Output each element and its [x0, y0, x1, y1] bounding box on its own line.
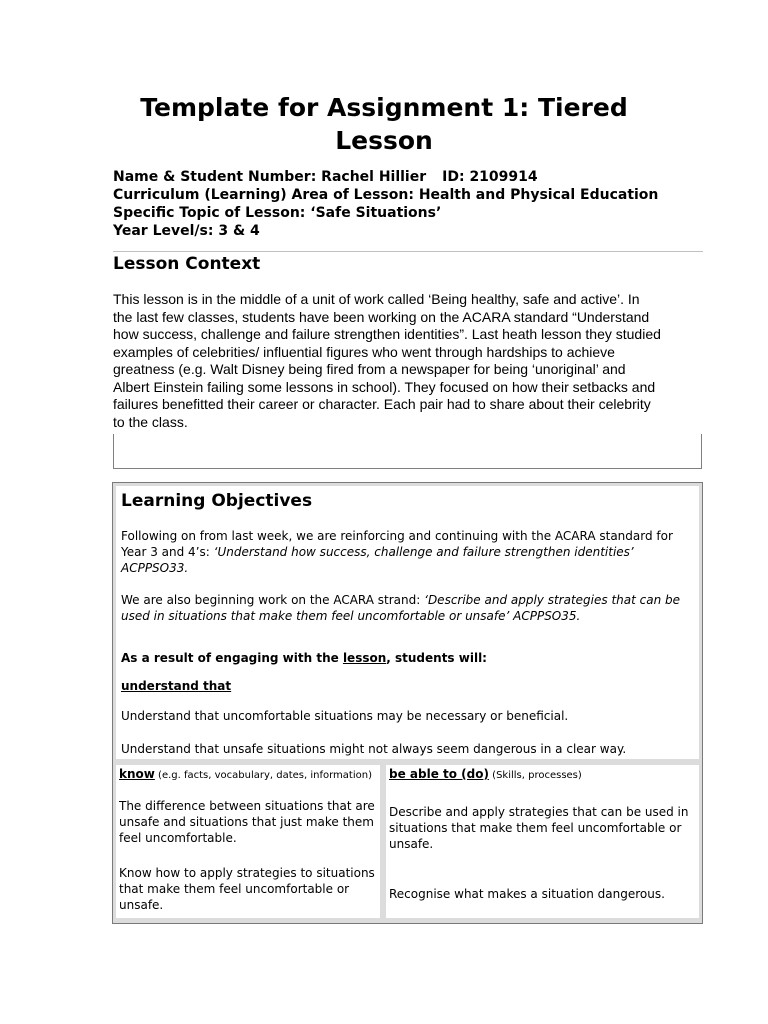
lesson-meta [113, 168, 713, 240]
know-heading [119, 766, 372, 784]
objectives-p2-text: We are also beginning work on the ACARA strand: [121, 593, 425, 607]
learning-objectives-table [112, 482, 703, 924]
objectives-p1-line: Following on from last week, we are reinforcing and continuing with the ACARA standard for [121, 529, 673, 543]
student-id: ID: 2109914 [442, 169, 538, 185]
objectives-p1-line [121, 560, 691, 576]
context-line: This lesson is in the middle of a unit of work called ‘Being healthy, safe and active’. In [113, 291, 640, 307]
know-item-line: unsafe and situations that just make them [119, 815, 374, 829]
objectives-p1-line [121, 544, 691, 560]
objectives-p2-quote: ‘Describe and apply strategies that can be [424, 593, 681, 607]
result-text: As a result of engaging with the [121, 651, 343, 665]
learning-objectives-cell [116, 486, 699, 759]
context-line: Albert Einstein failing some lessons in school). They focused on how their setbacks and [113, 378, 656, 395]
do-item-line: unsafe. [389, 837, 434, 851]
know-item-2 [119, 865, 375, 913]
know-cell [116, 765, 380, 918]
do-item-2: Recognise what makes a situation dangerous. [389, 887, 665, 901]
understand-item-2: Understand that unsafe situations might not always seem dangerous in a clear way. [121, 742, 627, 756]
do-heading [389, 766, 582, 784]
know-item-1 [119, 798, 375, 846]
result-statement [121, 650, 691, 666]
context-line: how success, challenge and failure strengthen identities”. Last heath lesson they studied [113, 326, 661, 342]
document-title [100, 91, 668, 157]
know-item-line: that make them feel uncomfortable or [119, 882, 350, 896]
do-label: be able to (do) [389, 767, 489, 781]
lesson-context-heading: Lesson Context [113, 254, 261, 274]
do-hint: (Skills, processes) [488, 770, 582, 781]
learning-objectives-heading: Learning Objectives [121, 491, 313, 511]
objectives-p1-quote: ‘Understand how success, challenge and failure strengthen identities’ [213, 545, 634, 559]
do-cell [386, 765, 699, 918]
name-line [113, 168, 713, 186]
context-line: greatness (e.g. Walt Disney being fired from a newspaper for being ‘unoriginal’ and [113, 361, 626, 377]
know-item-line: feel uncomfortable. [119, 831, 237, 845]
context-line: the last few classes, students have been working on the ACARA standard “Understand [113, 308, 650, 325]
understand-item-1: Understand that uncomfortable situations may be necessary or beneficial. [121, 709, 569, 723]
know-item-line: Know how to apply strategies to situations [119, 866, 375, 880]
know-label: know [119, 767, 155, 781]
context-line: failures benefitted their career or character. Each pair had to share about their celebrity [113, 396, 651, 412]
title-line-2: Lesson [335, 126, 433, 155]
curriculum-line: Curriculum (Learning) Area of Lesson: Health and Physical Education [113, 187, 659, 203]
know-hint: (e.g. facts, vocabulary, dates, information) [154, 770, 372, 781]
context-line: to the class. [113, 413, 188, 430]
objectives-paragraph-2 [121, 592, 691, 624]
objectives-p2-line [121, 592, 691, 608]
context-line: examples of celebrities/ influential figures who went through hardships to achieve [113, 343, 615, 360]
know-item-line: The difference between situations that are [119, 799, 375, 813]
topic-line: Specific Topic of Lesson: ‘Safe Situations’ [113, 205, 442, 221]
objectives-p2-line [121, 608, 691, 624]
student-name: Name & Student Number: Rachel Hillier [113, 169, 427, 185]
lesson-context-text [113, 291, 709, 431]
objectives-p1-code: ACPPSO33. [121, 561, 189, 575]
context-empty-box [113, 434, 702, 469]
do-item-1 [389, 804, 689, 852]
year-line: Year Level/s: 3 & 4 [113, 223, 260, 239]
title-line-1: Template for Assignment 1: Tiered [140, 93, 628, 122]
do-item-line: situations that make them feel uncomfortable or [389, 821, 682, 835]
result-lesson-word: lesson [342, 651, 387, 665]
know-item-line: unsafe. [119, 898, 164, 912]
objectives-paragraph-1 [121, 528, 691, 576]
objectives-p1-text: Year 3 and 4’s: [121, 545, 214, 559]
objectives-p2-quote-end: used in situations that make them feel uncomfortable or unsafe’ ACPPSO35. [121, 609, 581, 623]
do-item-line: Describe and apply strategies that can be used in [389, 805, 689, 819]
result-text-end: , students will: [386, 651, 487, 665]
understand-heading: understand that [121, 679, 232, 693]
